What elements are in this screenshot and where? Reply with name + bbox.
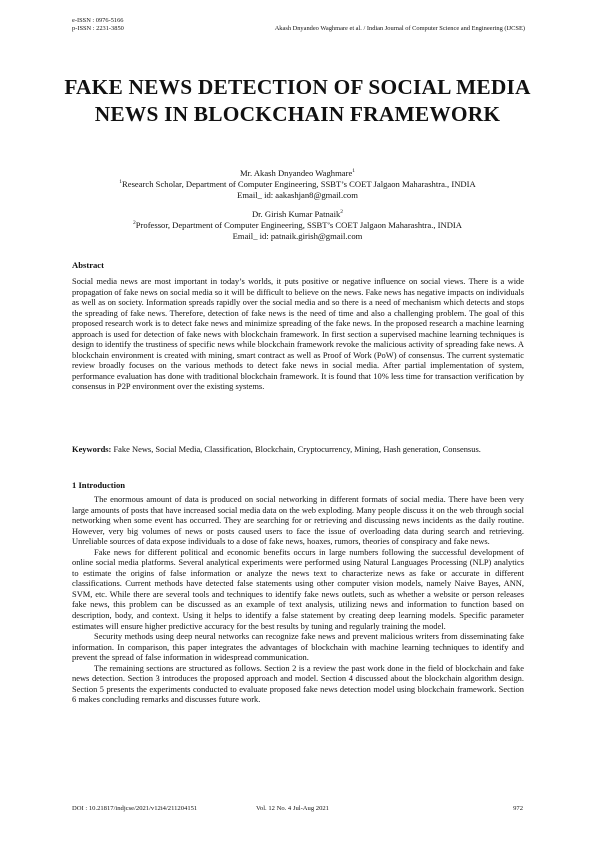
author-sup: 2 bbox=[340, 208, 344, 215]
eissn: e-ISSN : 0976-5166 bbox=[72, 17, 124, 24]
pissn: p-ISSN : 2231-3850 bbox=[72, 25, 124, 32]
affiliation-sup: 1 bbox=[119, 179, 123, 186]
paragraph: Fake news for different political and economic benefits occurs in large numbers following the successful development of online social media platforms. Several analytical experiments were performed using Natural Languages Processing (NLP) analytics to estimate the origins of false information or analyze the news text to characterize news as fake or accurate in different classifications. Current methods have detected false statements using other computer vision models, namely Naive Bayes, ANN, SVM, etc. While there are several tools and techniques to identify fake news outlets, such as whether a website or person releases fake news, this problem can be discussed as an example of text analysis, utilizing news and information to function based on description, body, and context. Using it helps to identify a false statement by creating deep learning models. Specific parameter estimates will ensure higher predictive accuracy for the best results by tuning and regularly training the model. bbox=[72, 546, 524, 631]
footer-volume: Vol. 12 No. 4 Jul-Aug 2021 bbox=[256, 805, 329, 812]
abstract-heading: Abstract bbox=[72, 260, 104, 270]
author-sup: 1 bbox=[352, 168, 356, 174]
author-2 bbox=[60, 209, 535, 243]
keywords bbox=[72, 444, 524, 455]
section-heading-introduction: 1 Introduction bbox=[72, 480, 126, 490]
affiliation-sup: 2 bbox=[133, 219, 136, 226]
footer-doi: DOI : 10.21817/indjcse/2021/v12i4/211204151 bbox=[72, 805, 198, 812]
author-name: Mr. Akash Dnyandeo Waghmare bbox=[239, 168, 353, 178]
author-affiliation: Research Scholar, Department of Computer Engineering, SSBT’s COET Jalgaon Maharashtra., INDIA bbox=[122, 179, 476, 190]
introduction-body bbox=[72, 494, 524, 705]
author-email: Email_ id: aakashjan8@gmail.com bbox=[237, 190, 358, 201]
keywords-label: Keywords: bbox=[72, 444, 112, 454]
issn-block bbox=[72, 17, 124, 33]
author-1 bbox=[60, 168, 535, 202]
keywords-list: Fake News, Social Media, Classification, Blockchain, Cryptocurrency, Mining, Hash generation, Consensus. bbox=[111, 444, 481, 454]
abstract-text: Social media news are most important in today’s worlds, it puts positive or negative influence on social views. There is a wide propagation of fake news on social media so it will be difficult to believe on the news. Fake news has negative impacts on individuals as well as on society. Information spreads rapidly over the social media and so there is a need of mechanism which detects and stops the spreading of fake news. Therefore, detection of fake news is the need of time and also a challenging problem. The goal of this proposed research work is to detect fake news and minimize spreading of the fake news. In the proposed research a machine learning approach is used for detection of fake news with blockchain framework. In first section a supervised machine learning techniques is design to identify the trustiness of specific news while blockchain framework revoke the malicious activity of spreading fake news. A blockchain environment is created with mining, smart contract as well as Proof of Work (PoW) of consensus. The current systematic review broadly focuses on the various methods to detect fake news in social media. After partial implementation of system, performance evaluation has done with traditional blockchain framework. It is found that 10% less time for transaction verification by consensus in P2P environment over the existing systems. bbox=[72, 276, 524, 392]
running-header: Akash Dnyandeo Waghmare et al. / Indian Journal of Computer Science and Engineering (IJCSE) bbox=[274, 25, 525, 32]
paragraph: Security methods using deep neural networks can recognize fake news and prevent malicious writers from disseminating fake information. In comparison, this paper integrates the advantages of blockchain with machine learning techniques to identify and prevent the spread of false information in widespread communication. bbox=[72, 631, 524, 663]
paragraph: The remaining sections are structured as follows. Section 2 is a review the past work done in the field of blockchain and fake news detection. Section 3 introduces the proposed approach and model. Section 4 discussed about the blockchain algorithm design. Section 5 presents the experiments conducted to evaluate proposed fake news detection model using blockchain framework. Section 6 makes concluding remarks and discusses future work. bbox=[72, 662, 524, 705]
author-email: Email_ id: patnaik.girish@gmail.com bbox=[232, 231, 363, 242]
author-block bbox=[60, 168, 535, 242]
author-affiliation: Professor, Department of Computer Engineering, SSBT’s COET Jalgaon Maharashtra., INDIA bbox=[135, 219, 462, 230]
author-name: Dr. Girish Kumar Patnaik bbox=[251, 208, 341, 219]
paragraph: The enormous amount of data is produced on social networking in different formats of social media. There have been very large amounts of posts that have increased social media data on the web exploding. Many people discuss it on the web through social networking when some event has occurred. They are searching for or retrieving and discussing news incidents as the daily routine. However, very big volumes of news or posts caused users to face the issue of overloading data during search and retrieving. Unreliable sources of data expose individuals to a dose of fake news, hoaxes, rumors, theories of conspiracy and fake news. bbox=[72, 494, 524, 547]
page-number: 972 bbox=[513, 805, 523, 812]
paper-title: FAKE NEWS DETECTION OF SOCIAL MEDIA NEWS IN BLOCKCHAIN FRAMEWORK bbox=[64, 75, 531, 126]
